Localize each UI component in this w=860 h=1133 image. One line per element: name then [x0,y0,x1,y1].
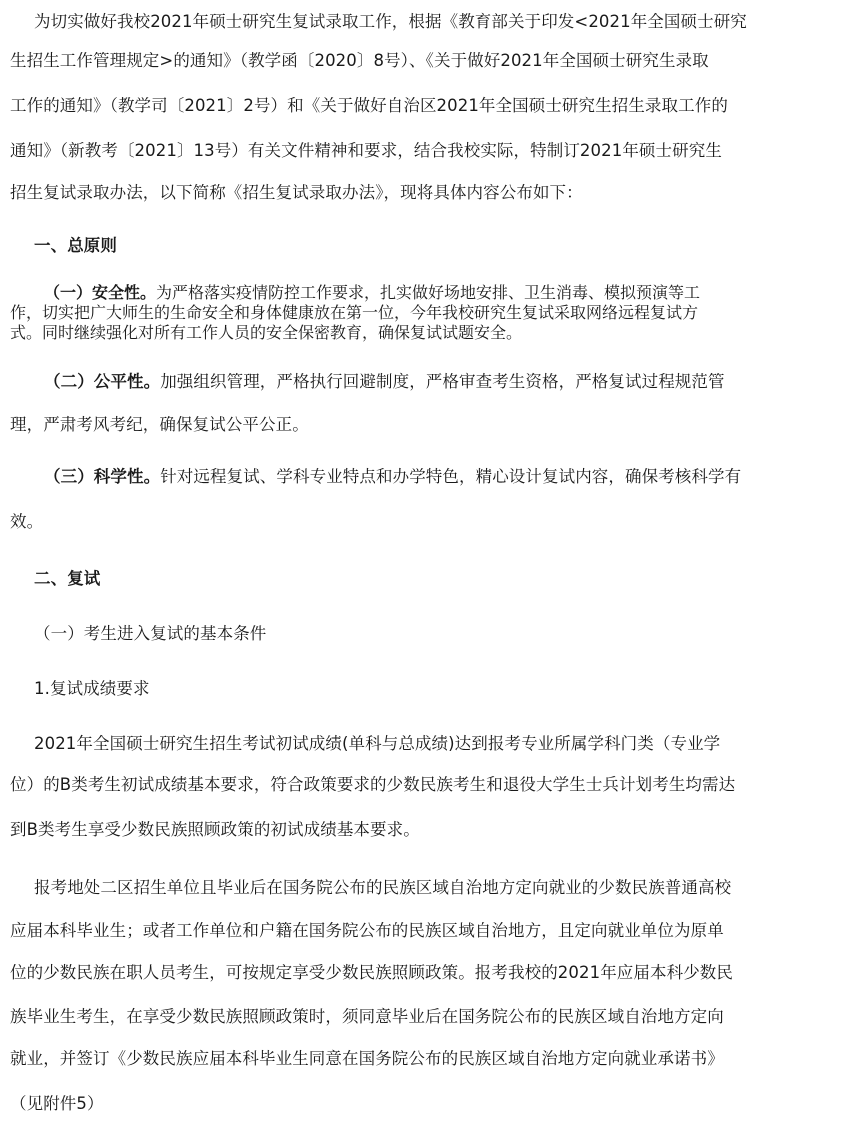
intro-line-5: 招生复试录取办法，以下简称《招生复试录取办法》，现将具体内容公布如下： [10,183,583,202]
subsection-1-title: （一）考生进入复试的基本条件 [34,624,267,643]
para2-line-5: 就业，并签订《少数民族应届本科毕业生同意在国务院公布的民族区域自治地方定向就业承诺书》 [10,1049,724,1068]
fairness-line-2: 理，严肃考风考纪，确保复试公平公正。 [10,415,309,434]
science-label: （三）科学性。 [44,467,161,486]
para2-line-3: 位的少数民族在职人员考生，可按规定享受少数民族照顾政策。报考我校的2021年应届本科少数民 [10,963,733,982]
intro-line-1: 为切实做好我校2021年硕士研究生复试录取工作，根据《教育部关于印发<2021年全国硕士研究 [34,12,747,31]
para1-line-3: 到B类考生享受少数民族照顾政策的初试成绩基本要求。 [10,820,420,839]
safety-label: （一）安全性。 [44,283,157,302]
para2-line-1: 报考地处二区招生单位且毕业后在国务院公布的民族区域自治地方定向就业的少数民族普通高校 [34,878,732,897]
safety-line-1: （一）安全性。为严格落实疫情防控工作要求，扎实做好场地安排、卫生消毒、模拟预演等工 [44,283,701,302]
safety-line-3: 式。同时继续强化对所有工作人员的安全保密教育，确保复试试题安全。 [10,323,523,342]
fairness-line-1: （二）公平性。加强组织管理，严格执行回避制度，严格审查考生资格，严格复试过程规范管 [44,372,725,391]
para2-line-6: （见附件5） [10,1094,104,1113]
section-1-heading: 一、总原则 [34,236,117,255]
para1-line-2: 位）的B类考生初试成绩基本要求，符合政策要求的少数民族考生和退役大学生士兵计划考生均需达 [10,775,736,794]
science-line-2: 效。 [10,512,44,531]
para2-line-4: 族毕业生考生，在享受少数民族照顾政策时，须同意毕业后在国务院公布的民族区域自治地方定向 [10,1007,724,1026]
science-line-1: （三）科学性。针对远程复试、学科专业特点和办学特色，精心设计复试内容，确保考核科学有 [44,467,742,486]
para2-line-2: 应届本科毕业生；或者工作单位和户籍在国务院公布的民族区域自治地方，且定向就业单位为原单 [10,921,724,940]
para1-line-1: 2021年全国硕士研究生招生考试初试成绩(单科与总成绩)达到报考专业所属学科门类（专业学 [34,734,721,753]
intro-line-2: 生招生工作管理规定>的通知》（教学函〔2020〕8号）、《关于做好2021年全国硕士研究生录取 [10,51,709,70]
intro-line-4: 通知》（新教考〔2021〕13号）有关文件精神和要求，结合我校实际，特制订2021年硕士研究生 [10,141,722,160]
fairness-label: （二）公平性。 [44,372,161,391]
item-1-title: 1.复试成绩要求 [34,679,150,698]
safety-line-2: 作，切实把广大师生的生命安全和身体健康放在第一位，今年我校研究生复试采取网络远程复试方 [10,303,699,322]
section-2-heading: 二、复试 [34,569,101,588]
intro-line-3: 工作的通知》（教学司〔2021〕2号）和《关于做好自治区2021年全国硕士研究生招生录取工作的 [10,96,728,115]
